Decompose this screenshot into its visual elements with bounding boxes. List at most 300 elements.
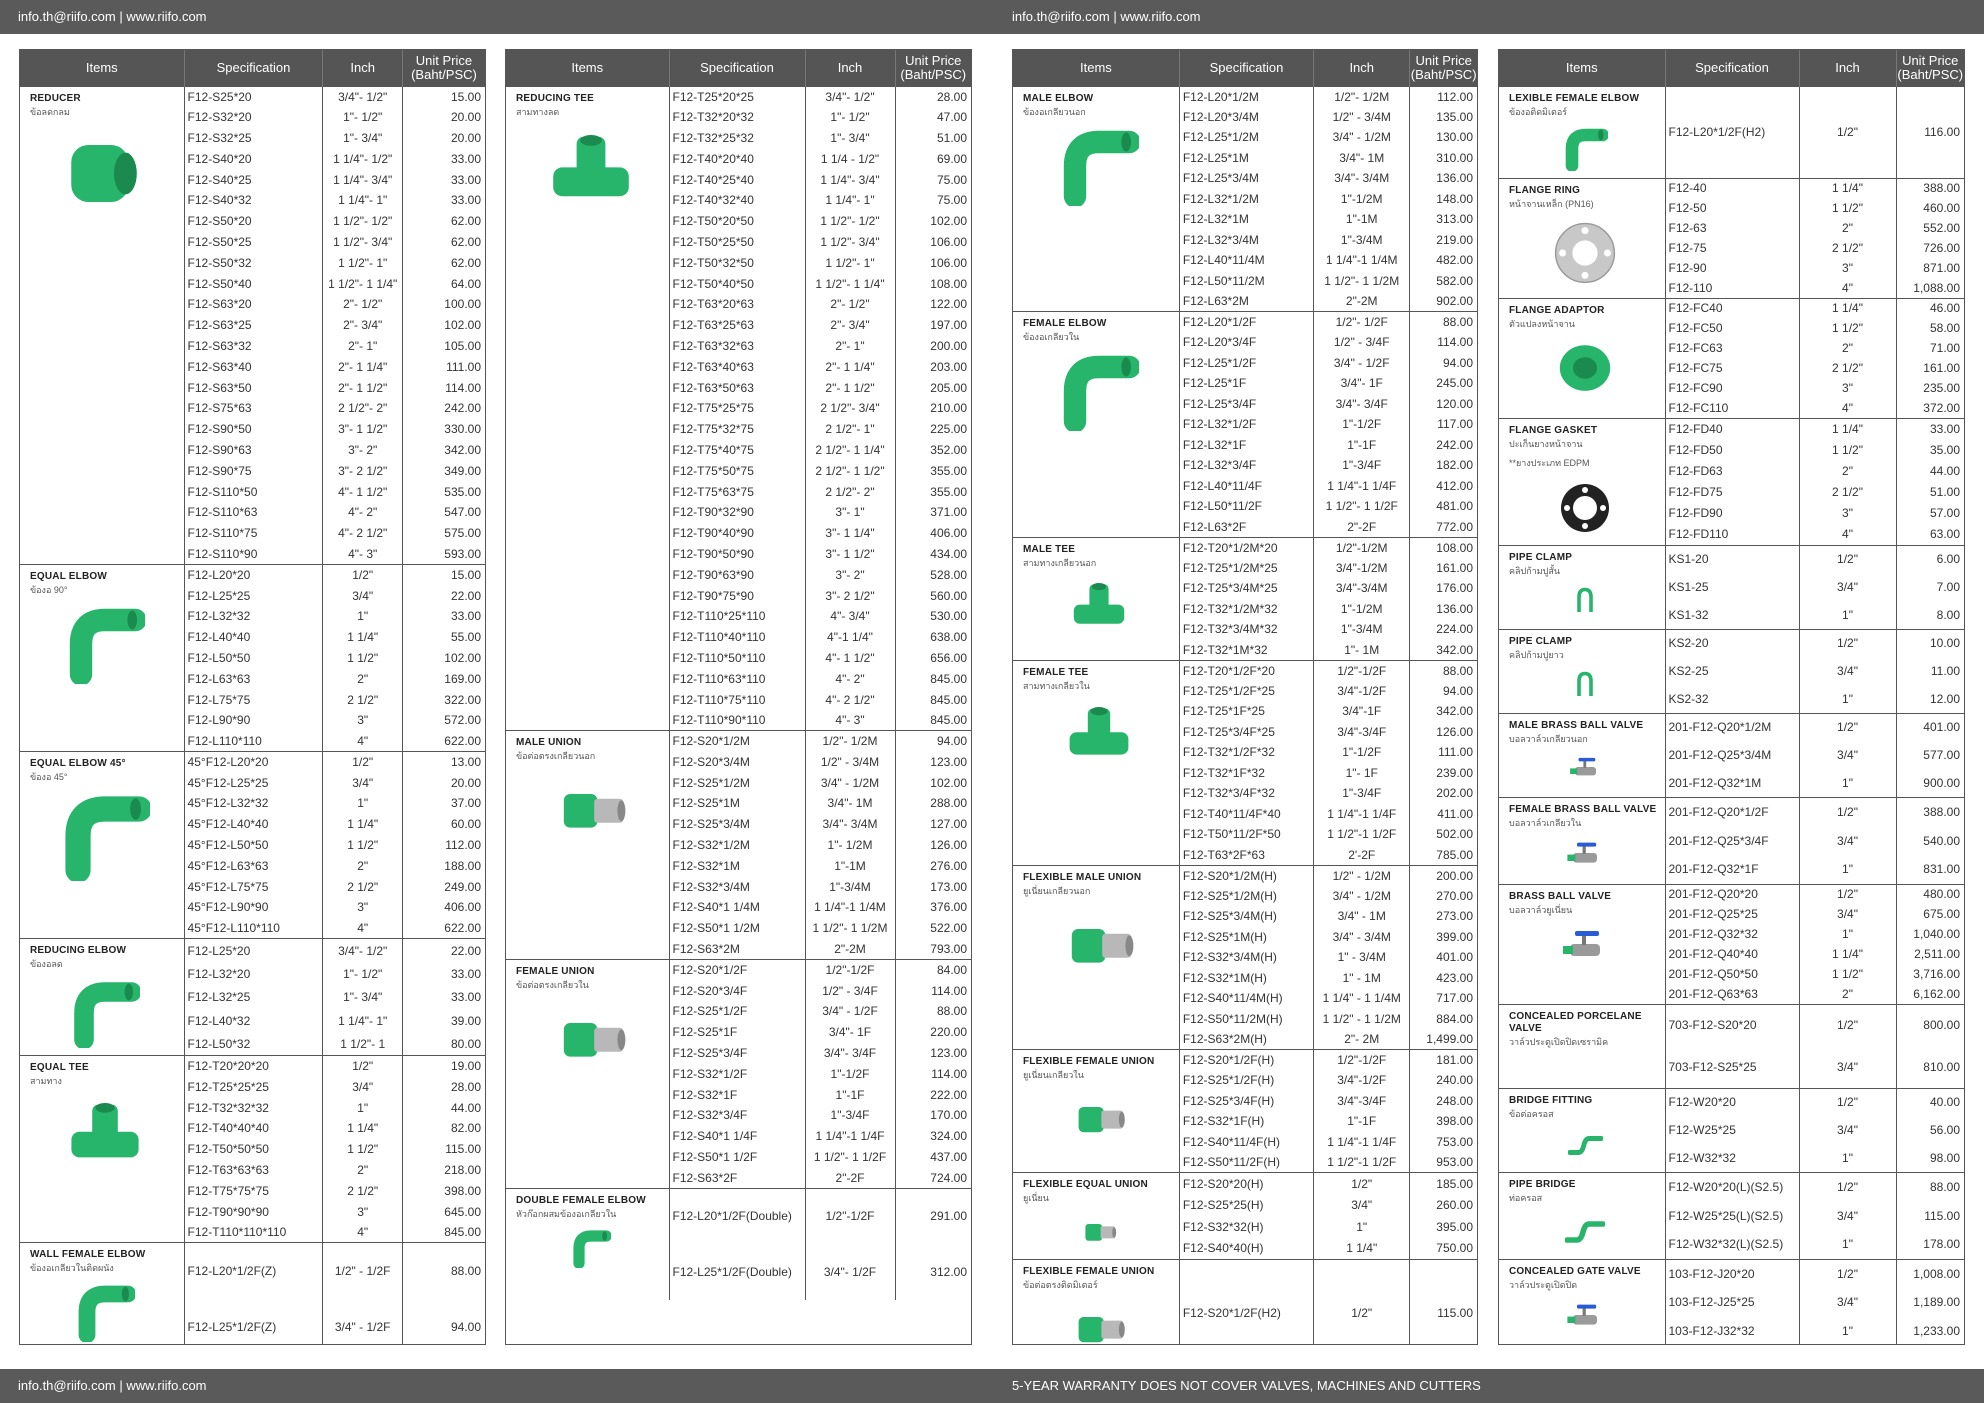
inch-cell: 1"-1/2F (805, 1063, 895, 1084)
inch-cell: 3"- 2" (805, 564, 895, 585)
top-contact-right[interactable]: info.th@riifo.com | www.riifo.com (1012, 9, 1201, 24)
product-group (1013, 1173, 1477, 1260)
inch-cell: 4"- 2" (805, 668, 895, 689)
spec-cell: 201-F12-Q63*63 (1665, 984, 1799, 1004)
spec-cell: F12-FC40 (1665, 298, 1799, 318)
product-cell (1499, 86, 1665, 178)
spec-cell: F12-S90*50 (184, 419, 323, 440)
inch-cell: 3/4"-3/4F (1314, 722, 1410, 743)
product-name: MALE UNION (516, 737, 582, 749)
inch-cell: 3/4"-1/2M (1314, 558, 1410, 579)
product-group (1499, 1088, 1964, 1172)
elbow-icon (65, 604, 180, 687)
inch-cell: 3/4" - 1M (1314, 906, 1410, 927)
price-cell: 260.00 (1410, 1194, 1477, 1216)
price-table-column-3 (1012, 49, 1478, 1345)
price-table (1499, 50, 1964, 1345)
spec-cell: F12-L63*2M (1179, 291, 1313, 312)
inch-cell: 1" (323, 606, 403, 627)
spec-cell: F12-110 (1665, 278, 1799, 298)
product-group (1499, 86, 1964, 178)
inch-cell: 1 1/2"- 1 (323, 1032, 403, 1055)
inch-cell: 2"- 3/4" (323, 315, 403, 336)
price-cell: 423.00 (1410, 968, 1477, 989)
spec-cell: 201-F12-Q25*3/4F (1665, 826, 1799, 855)
inch-cell: 1"- 1/2" (805, 107, 895, 128)
spec-cell: F12-L32*1/2M (1179, 189, 1313, 210)
warranty-note: 5-YEAR WARRANTY DOES NOT COVER VALVES, MACHINES AND CUTTERS (1012, 1378, 1481, 1393)
product-cell (1013, 1173, 1179, 1260)
inch-cell: 1" (1799, 601, 1896, 629)
product-name: PIPE CLAMP (1509, 635, 1573, 647)
price-cell: 800.00 (1896, 1004, 1964, 1046)
price-cell: 1,008.00 (1896, 1259, 1964, 1288)
inch-cell: 1"-1F (805, 1084, 895, 1105)
inch-cell: 4"-1 1/4" (805, 627, 895, 648)
price-cell: 547.00 (402, 502, 485, 523)
product-thai-name: ปะเก็นยางหน้าจาน (1509, 438, 1583, 449)
product-group (506, 731, 971, 960)
price-cell: 108.00 (895, 273, 971, 294)
inch-cell: 1 1/2"- 1" (323, 252, 403, 273)
inch-cell: 2"- 1/2" (805, 294, 895, 315)
product-name: REDUCING TEE (516, 92, 594, 104)
price-cell: 1,040.00 (1896, 924, 1964, 944)
inch-cell: 3" (323, 897, 403, 918)
inch-cell: 3" (1799, 258, 1896, 278)
bridge-fitting-icon (1568, 1128, 1661, 1166)
spec-cell: F12-L32*1F (1179, 435, 1313, 456)
table-row (20, 1243, 485, 1299)
product-thai-name: ข้อต่อตรงเกลียวใน (516, 979, 589, 990)
inch-cell: 3/4"-3/4M (1314, 578, 1410, 599)
inch-cell: 1 1/4"-1 1/4F (805, 1126, 895, 1147)
price-cell: 64.00 (402, 273, 485, 294)
price-header: Unit Price (Baht/PSC) (895, 50, 971, 86)
top-contact-left[interactable]: info.th@riifo.com | www.riifo.com (18, 9, 207, 24)
inch-cell: 2" (323, 855, 403, 876)
product-thai-name: วาล์วประตูเปิดปิดเซรามิค (1509, 1036, 1609, 1047)
inch-cell: 3/4"- 3/4M (805, 814, 895, 835)
inch-cell: 1 1/4"- 1/2" (323, 148, 403, 169)
spec-cell: F12-S32*20 (184, 107, 323, 128)
price-header: Unit Price (Baht/PSC) (402, 50, 485, 86)
inch-cell: 2 1/2" (323, 689, 403, 710)
inch-cell: 1 1/4" (1799, 178, 1896, 198)
price-cell: 273.00 (1410, 906, 1477, 927)
elbow-45-icon (60, 791, 180, 884)
inch-cell: 1"-1F (1314, 435, 1410, 456)
product-thai-name: วาล์วประตูเปิดปิด (1509, 1279, 1578, 1290)
product-group (506, 86, 971, 731)
spec-cell: F12-L20*1/2F (1179, 312, 1313, 333)
spec-cell: F12-L90*90 (184, 710, 323, 731)
spec-cell: F12-L50*50 (184, 648, 323, 669)
product-name: FEMALE BRASS BALL VALVE (1509, 803, 1657, 815)
inch-cell: 1" (1799, 1144, 1896, 1172)
product-name: MALE ELBOW (1023, 92, 1094, 104)
price-cell: 148.00 (1410, 189, 1477, 210)
spec-cell: F12-W20*20(L)(S2.5) (1665, 1172, 1799, 1201)
price-cell: 176.00 (1410, 578, 1477, 599)
price-cell: 831.00 (1896, 855, 1964, 884)
inch-cell: 2"- 1" (805, 336, 895, 357)
spec-cell: F12-L32*1/2F (1179, 414, 1313, 435)
spec-cell: F12-S63*25 (184, 315, 323, 336)
price-cell: 75.00 (895, 169, 971, 190)
inch-cell: 1" (1799, 1317, 1896, 1345)
spec-cell: F12-S63*50 (184, 377, 323, 398)
spec-cell: 201-F12-Q25*25 (1665, 904, 1799, 924)
table-row (1013, 312, 1477, 333)
inch-cell: 1" (323, 793, 403, 814)
inch-cell: 1/2"- 1/2F (1314, 312, 1410, 333)
inch-cell: 1"-3/4F (1314, 455, 1410, 476)
inch-cell: 1"-1/2M (1314, 189, 1410, 210)
bottom-contact[interactable]: info.th@riifo.com | www.riifo.com (18, 1378, 207, 1393)
product-group (1013, 1260, 1477, 1346)
inch-cell: 1/2" (1799, 1172, 1896, 1201)
inch-cell: 1" (1799, 924, 1896, 944)
inch-cell: 1/2" (1314, 1173, 1410, 1195)
inch-cell: 1/2"- 1/2M (805, 731, 895, 752)
price-cell: 60.00 (402, 814, 485, 835)
price-cell: 270.00 (1410, 886, 1477, 907)
product-thai-name: บอลวาล์วยูเนี่ยน (1509, 904, 1573, 915)
inch-cell: 1/2" - 3/4M (805, 752, 895, 773)
male-tee-icon (1069, 577, 1175, 640)
spec-cell: F12-75 (1665, 238, 1799, 258)
price-cell: 388.00 (1896, 797, 1964, 826)
inch-cell: 1 1/2" (1799, 964, 1896, 984)
spec-cell: F12-L25*20 (184, 939, 323, 962)
price-cell: 33.00 (402, 985, 485, 1008)
spec-cell: 703-F12-S20*20 (1665, 1004, 1799, 1046)
spec-cell: F12-S90*75 (184, 460, 323, 481)
inch-cell: 3"- 2 1/2" (805, 585, 895, 606)
spec-cell: F12-FC90 (1665, 378, 1799, 398)
inch-cell: 1/2"-1/2F (805, 1188, 895, 1244)
inch-cell: 3"- 1 1/2" (323, 419, 403, 440)
spec-cell: F12-T50*32*50 (669, 252, 805, 273)
wall-elbow-icon (75, 1282, 180, 1345)
product-group (1013, 312, 1477, 538)
inch-cell: 1"- 1M (1314, 640, 1410, 661)
inch-cell: 1"- 3/4" (323, 985, 403, 1008)
product-group (1499, 884, 1964, 1004)
product-group (1499, 713, 1964, 797)
spec-cell: F12-T63*40*63 (669, 356, 805, 377)
price-cell: 161.00 (1896, 358, 1964, 378)
inch-cell: 3/4" (1799, 826, 1896, 855)
spec-cell: F12-T20*1/2F*20 (1179, 660, 1313, 681)
inch-cell: 3" (323, 1201, 403, 1222)
price-cell: 136.00 (1410, 599, 1477, 620)
product-thai-name: ข้องอติดมิเตอร์ (1509, 106, 1568, 117)
spec-cell: F12-W32*32 (1665, 1144, 1799, 1172)
price-cell: 717.00 (1410, 988, 1477, 1009)
inch-cell: 1/2" (323, 564, 403, 585)
spec-cell: F12-T110*25*110 (669, 606, 805, 627)
product-cell (1013, 865, 1179, 1050)
spec-cell: F12-W25*25 (1665, 1116, 1799, 1144)
inch-cell: 2 1/2"- 2" (805, 481, 895, 502)
spec-cell: F12-S25*20 (184, 86, 323, 107)
product-name: MALE BRASS BALL VALVE (1509, 719, 1644, 731)
inch-header: Inch (323, 50, 403, 86)
spec-cell: F12-S50*11/2F(H) (1179, 1152, 1313, 1173)
price-cell: 203.00 (895, 356, 971, 377)
spec-cell: F12-S32*25 (184, 128, 323, 149)
spec-cell: 201-F12-Q32*1F (1665, 855, 1799, 884)
spec-cell: F12-T63*50*63 (669, 377, 805, 398)
price-cell: 785.00 (1410, 845, 1477, 866)
price-cell: 310.00 (1410, 148, 1477, 169)
inch-cell: 1 1/4 - 1/2" (805, 148, 895, 169)
spec-cell: 201-F12-Q32*1M (1665, 769, 1799, 797)
price-cell: 55.00 (402, 627, 485, 648)
table-row (20, 939, 485, 962)
price-cell: 224.00 (1410, 619, 1477, 640)
inch-header: Inch (1314, 50, 1410, 86)
spec-cell: F12-T20*1/2M*20 (1179, 537, 1313, 558)
inch-cell: 4"- 2 1/2" (323, 523, 403, 544)
product-group (1499, 178, 1964, 298)
price-cell: 126.00 (895, 835, 971, 856)
tee-icon (65, 1095, 180, 1178)
inch-cell: 3/4" (1799, 657, 1896, 685)
product-cell (1013, 312, 1179, 538)
spec-cell: 45°F12-L32*32 (184, 793, 323, 814)
product-group (1013, 86, 1477, 312)
spec-cell: F12-L25*1/2F(Double) (669, 1244, 805, 1300)
inch-cell: 3/4" (1799, 1116, 1896, 1144)
inch-cell: 1 1/2"- 1 1/2M (1314, 271, 1410, 292)
female-tee-icon (1064, 700, 1175, 773)
spec-cell: F12-T110*40*110 (669, 627, 805, 648)
inch-header: Inch (1799, 50, 1896, 86)
inch-cell: 1/2" - 3/4M (1314, 107, 1410, 128)
inch-cell: 1"- 1F (1314, 763, 1410, 784)
product-cell (1499, 713, 1665, 797)
price-cell: 122.00 (895, 294, 971, 315)
price-cell: 88.00 (1410, 660, 1477, 681)
spec-cell: F12-T32*25*32 (669, 128, 805, 149)
price-cell: 3,716.00 (1896, 964, 1964, 984)
spec-cell: F12-T32*32*32 (184, 1097, 323, 1118)
gate-valve-icon (1565, 1299, 1661, 1342)
spec-cell: F12-T20*20*20 (184, 1056, 323, 1077)
price-cell: 94.00 (1410, 353, 1477, 374)
spec-cell: F12-S25*3/4F (669, 1043, 805, 1064)
spec-cell: F12-T75*25*75 (669, 398, 805, 419)
product-group (1499, 1259, 1964, 1345)
spec-cell: F12-S32*1/2M (669, 835, 805, 856)
inch-cell: 4" (323, 731, 403, 752)
price-cell: 235.00 (1896, 378, 1964, 398)
inch-cell: 1 1/4"-1 1/4F (1314, 1132, 1410, 1153)
price-cell: 622.00 (402, 731, 485, 752)
spec-cell: F12-L32*3/4F (1179, 455, 1313, 476)
meter-union-icon (1069, 1299, 1175, 1345)
flex-equal-union-icon (1079, 1212, 1175, 1255)
price-cell: 322.00 (402, 689, 485, 710)
spec-cell: F12-FC110 (1665, 398, 1799, 418)
table-row (1013, 660, 1477, 681)
product-name: PIPE CLAMP (1509, 551, 1573, 563)
table-row (506, 86, 971, 107)
spec-cell: KS1-32 (1665, 601, 1799, 629)
inch-cell: 1"-1M (1314, 209, 1410, 230)
inch-cell: 1/2"-1/2M (1314, 537, 1410, 558)
price-cell: 953.00 (1410, 1152, 1477, 1173)
product-cell (1499, 884, 1665, 1004)
table-row (506, 1188, 971, 1244)
spec-cell: F12-S25*1/2M(H) (1179, 886, 1313, 907)
spec-cell: F12-S40*25 (184, 169, 323, 190)
price-cell: 19.00 (402, 1056, 485, 1077)
product-group (1013, 537, 1477, 660)
spec-cell: F12-T25*1/2F*25 (1179, 681, 1313, 702)
pipe-clamp-icon (1570, 585, 1661, 618)
inch-cell: 3"- 1 1/2" (805, 544, 895, 565)
product-group (20, 564, 485, 751)
spec-cell: F12-FD110 (1665, 524, 1799, 545)
product-name: FEMALE UNION (516, 965, 595, 977)
product-name: CONCEALED GATE VALVE (1509, 1265, 1641, 1277)
product-thai-name: คลิปก้ามปูยาว (1509, 649, 1564, 660)
spec-cell: F12-T63*20*63 (669, 294, 805, 315)
spec-cell: F12-FC50 (1665, 318, 1799, 338)
inch-cell: 1" - 3/4M (1314, 947, 1410, 968)
product-name: FLANGE ADAPTOR (1509, 304, 1605, 316)
spec-cell: 201-F12-Q50*50 (1665, 964, 1799, 984)
price-cell: 35.00 (1896, 439, 1964, 460)
inch-cell: 3/4" (1799, 904, 1896, 924)
product-group (1499, 629, 1964, 713)
spec-cell: F12-T25*25*25 (184, 1076, 323, 1097)
product-thai-name: ตัวแปลงหน้าจาน (1509, 318, 1575, 329)
inch-cell: 1 1/4" (323, 814, 403, 835)
inch-cell: 1 1/2" (323, 835, 403, 856)
product-name: FLEXIBLE EQUAL UNION (1023, 1179, 1148, 1190)
price-cell: 291.00 (895, 1188, 971, 1244)
spec-cell: F12-T32*20*32 (669, 107, 805, 128)
spec-cell: F12-L50*11/2M (1179, 271, 1313, 292)
price-cell: 22.00 (402, 939, 485, 962)
price-cell: 40.00 (1896, 1088, 1964, 1116)
table-row (1499, 713, 1964, 741)
reducing-tee-icon (546, 126, 665, 219)
product-cell (1013, 537, 1179, 660)
inch-cell: 3/4" (1799, 573, 1896, 601)
spec-cell: F12-T50*25*50 (669, 232, 805, 253)
spec-cell: F12-T75*50*75 (669, 460, 805, 481)
spec-header: Specification (1665, 50, 1799, 86)
table-row (1499, 298, 1964, 318)
product-thai-name: ยูเนี่ยนเกลียวนอก (1023, 885, 1091, 896)
price-cell: 249.00 (402, 876, 485, 897)
price-cell: 401.00 (1410, 947, 1477, 968)
spec-cell: F12-S50*11/2M(H) (1179, 1009, 1313, 1030)
spec-cell: F12-S20*1/2F(H2) (1179, 1260, 1313, 1346)
inch-cell: 3"- 2" (323, 440, 403, 461)
price-cell: 398.00 (1410, 1111, 1477, 1132)
spec-cell: F12-S25*1/2F(H) (1179, 1070, 1313, 1091)
spec-cell: F12-S25*1/2F (669, 1001, 805, 1022)
inch-cell: 1" (1799, 769, 1896, 797)
table-row (1013, 865, 1477, 886)
table-row (1499, 1259, 1964, 1288)
flex-male-union-icon (1059, 905, 1175, 988)
price-cell: 114.00 (402, 377, 485, 398)
price-cell: 312.00 (895, 1244, 971, 1300)
inch-cell: 2 1/2" (1799, 238, 1896, 258)
price-cell: 871.00 (1896, 258, 1964, 278)
inch-cell: 3/4" - 3/4M (1314, 927, 1410, 948)
price-cell: 656.00 (895, 648, 971, 669)
inch-cell: 1 1/2" (1799, 439, 1896, 460)
spec-cell: F12-T50*20*50 (669, 211, 805, 232)
price-cell: 248.00 (1410, 1091, 1477, 1112)
spec-cell: F12-S63*40 (184, 356, 323, 377)
inch-cell: 2"- 1 1/4" (323, 356, 403, 377)
price-cell: 210.00 (895, 398, 971, 419)
spec-cell: F12-S50*32 (184, 252, 323, 273)
spec-cell: 103-F12-J25*25 (1665, 1288, 1799, 1317)
price-cell: 94.00 (1410, 681, 1477, 702)
spec-cell: F12-S32*3/4F (669, 1105, 805, 1126)
inch-cell: 3/4"- 1/2" (805, 86, 895, 107)
product-group (20, 86, 485, 564)
flange-adaptor-icon (1555, 338, 1661, 401)
spec-cell: F12-S63*32 (184, 336, 323, 357)
price-cell: 371.00 (895, 502, 971, 523)
inch-cell: 4" (1799, 278, 1896, 298)
price-cell: 582.00 (1410, 271, 1477, 292)
inch-cell: 4"- 3/4" (805, 606, 895, 627)
inch-cell: 1/2" (1314, 1260, 1410, 1346)
inch-cell: 1"- 3/4" (323, 128, 403, 149)
price-cell: 44.00 (402, 1097, 485, 1118)
inch-cell: 1" - 1M (1314, 968, 1410, 989)
spec-cell: 103-F12-J32*32 (1665, 1317, 1799, 1345)
spec-cell: F12-S25*1M(H) (1179, 927, 1313, 948)
inch-cell: 1"-1/2M (1314, 599, 1410, 620)
inch-cell: 4"- 1 1/2" (805, 648, 895, 669)
inch-cell: 3" (323, 710, 403, 731)
price-cell: 15.00 (402, 564, 485, 585)
price-cell: 169.00 (402, 668, 485, 689)
price-cell: 126.00 (1410, 722, 1477, 743)
price-cell: 239.00 (1410, 763, 1477, 784)
price-cell: 245.00 (1410, 373, 1477, 394)
spec-cell: F12-T50*50*50 (184, 1139, 323, 1160)
product-cell (20, 1243, 184, 1345)
product-name: FLEXIBLE FEMALE UNION (1023, 1266, 1155, 1277)
price-cell: 355.00 (895, 481, 971, 502)
inch-cell: 3/4" - 1/2F (1314, 353, 1410, 374)
price-cell: 33.00 (402, 169, 485, 190)
price-cell: 88.00 (895, 1001, 971, 1022)
price-cell: 313.00 (1410, 209, 1477, 230)
price-cell: 28.00 (402, 1076, 485, 1097)
spec-cell: F12-T63*2F*63 (1179, 845, 1313, 866)
product-thai-name: ข้องอ 45° (30, 772, 68, 782)
price-cell: 388.00 (1896, 178, 1964, 198)
inch-cell: 2 1/2"- 1 1/2" (805, 460, 895, 481)
price-cell: 51.00 (1896, 481, 1964, 502)
